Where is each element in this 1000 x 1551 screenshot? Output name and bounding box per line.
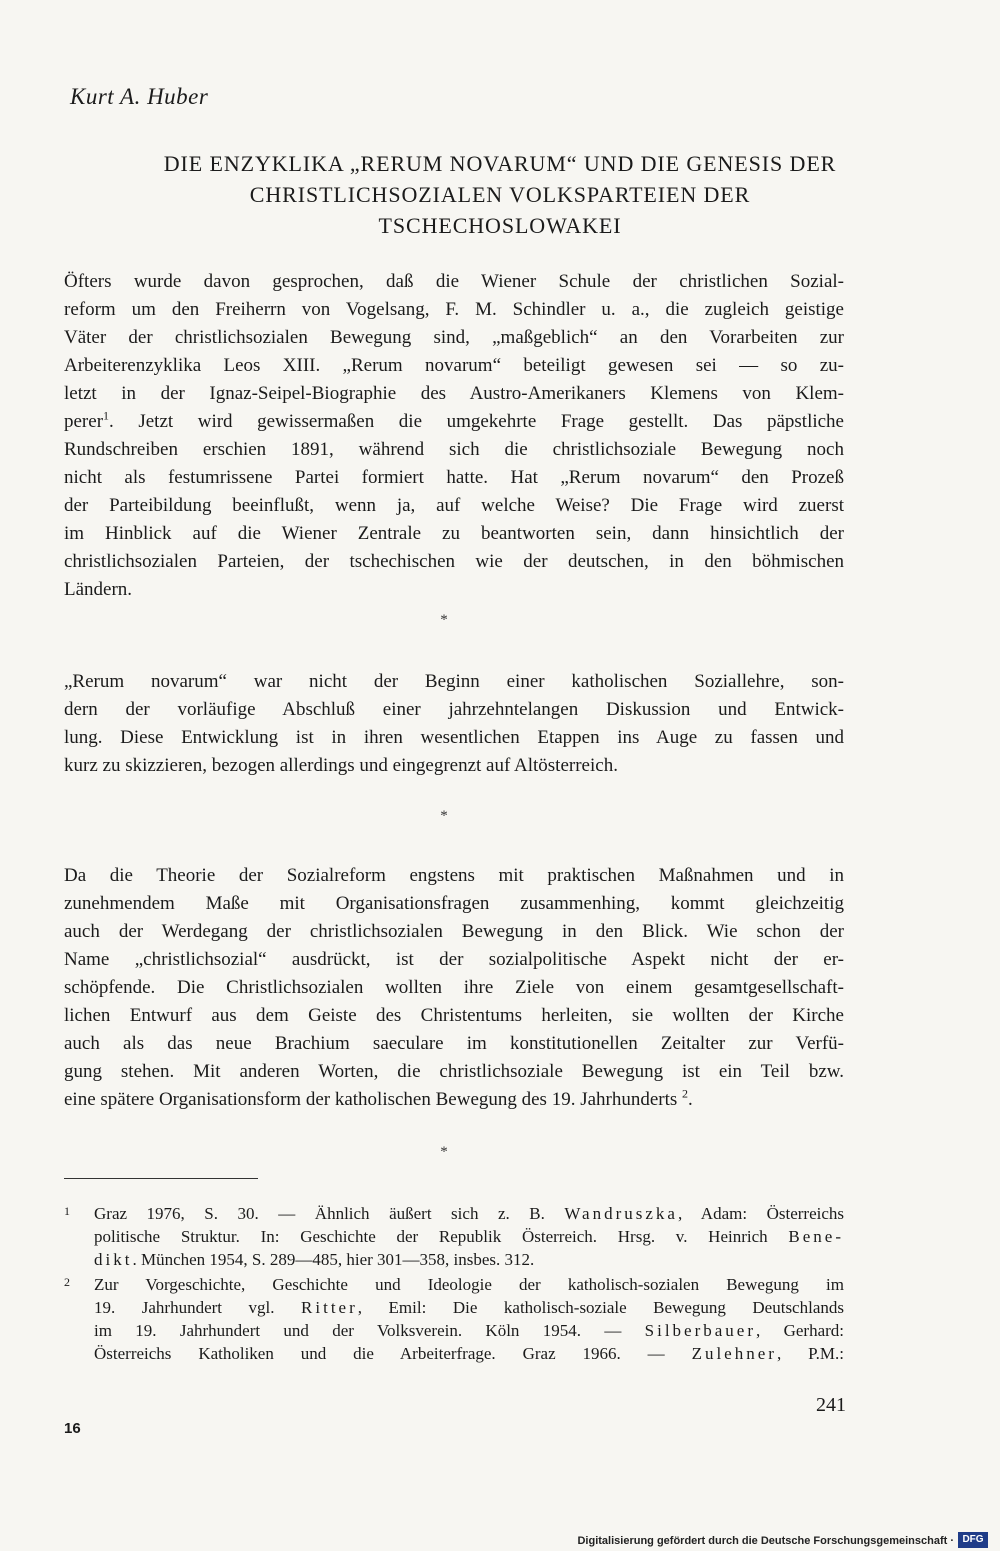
- cited-author: Zulehner: [691, 1344, 777, 1363]
- cited-author: Wandruszka: [564, 1204, 678, 1223]
- title-line: DIE ENZYKLIKA „RERUM NOVARUM“ UND DIE GENESIS DER: [163, 151, 837, 176]
- paragraph-intro: [64, 268, 844, 604]
- footnote-line: [64, 1271, 844, 1296]
- text-line: auch der Werdegang der christlichsozialen Bewegung in den Blick. Wie schon der: [64, 921, 844, 942]
- footnote-text: , P.M.:: [776, 1344, 844, 1363]
- dfg-logo: DFG: [958, 1532, 988, 1548]
- title-line: CHRISTLICHSOZIALEN VOLKSPARTEIEN DER: [249, 182, 751, 207]
- page-number: 241: [816, 1394, 846, 1416]
- text-line: Öfters wurde davon gesprochen, daß die Wiener Schule der christlichen Sozial-: [64, 271, 844, 292]
- article-title: [30, 148, 970, 241]
- text-line: Rundschreiben erschien 1891, während sich die christlichsoziale Bewegung noch: [64, 439, 844, 460]
- footnote-ref[interactable]: 1: [103, 408, 110, 423]
- paragraph-sozialreform: [64, 862, 844, 1114]
- footnote-line: [64, 1248, 844, 1271]
- footnote-rule: [64, 1178, 258, 1179]
- footnote-text: , Emil: Die katholisch-soziale Bewegung Deutschlands: [357, 1298, 844, 1317]
- text-line: letzt in der Ignaz-Seipel-Biographie des Austro-Amerikaners Klemens von Klem-: [64, 383, 844, 404]
- footnote-ref[interactable]: 2: [682, 1086, 689, 1101]
- text-line: Name „christlichsozial“ ausdrückt, ist der sozialpolitische Aspekt nicht der er-: [64, 949, 844, 970]
- section-separator: *: [440, 1144, 448, 1160]
- title-line: TSCHECHOSLOWAKEI: [378, 213, 622, 238]
- footnote-mark: 1: [64, 1204, 70, 1218]
- section-separator: *: [440, 612, 448, 628]
- paragraph-rerum-novarum: [64, 668, 844, 780]
- text-line: auch als das neue Brachium saeculare im konstitutionellen Zeitalter zur Verfü-: [64, 1033, 844, 1054]
- footnote-line: [64, 1225, 844, 1248]
- text-line: Väter der christlichsozialen Bewegung sind, „maßgeblich“ an den Vorarbeiten zur: [64, 327, 844, 348]
- footnote-text: politische Struktur. In: Geschichte der Republik Österreich. Hrsg. v. Heinrich: [94, 1227, 789, 1246]
- digitization-credit: Digitalisierung gefördert durch die Deutsche Forschungsgemeinschaft ·: [577, 1535, 954, 1547]
- footnote-line: [64, 1200, 844, 1225]
- text-fragment: perer: [64, 411, 104, 432]
- text-line: im Hinblick auf die Wiener Zentrale zu beantworten sein, dann hinsichtlich der: [64, 523, 844, 544]
- footnote-text: . München 1954, S. 289—485, hier 301—358, insbes. 312.: [132, 1250, 535, 1269]
- text-line: gung stehen. Mit anderen Worten, die christlichsoziale Bewegung ist ein Teil bzw.: [64, 1061, 844, 1082]
- footnote-text: , Adam: Österreichs: [677, 1204, 845, 1223]
- text-line: dern der vorläufige Abschluß einer jahrzehntelangen Diskussion und Entwick-: [64, 699, 844, 720]
- sheet-signature: 16: [64, 1420, 81, 1437]
- text-line: [64, 408, 844, 436]
- text-fragment: eine spätere Organisationsform der katholischen Bewegung des 19. Jahrhunderts: [64, 1089, 678, 1110]
- footnote-text: Zur Vorgeschichte, Geschichte und Ideologie der katholisch-sozialen Bewegung im: [94, 1275, 844, 1294]
- text-line: lichen Entwurf aus dem Geiste des Christentums herleiten, sie wollten der Kirche: [64, 1005, 844, 1026]
- text-line: der Parteibildung beeinflußt, wenn ja, auf welche Weise? Die Frage wird zuerst: [64, 495, 844, 516]
- footnote-mark: 2: [64, 1275, 70, 1289]
- text-fragment: . Jetzt wird gewissermaßen die umgekehrte Frage gestellt. Das päpstliche: [109, 411, 844, 432]
- footnote-line: [64, 1342, 844, 1365]
- footnote-text: , Gerhard:: [756, 1321, 845, 1340]
- section-separator: *: [440, 808, 448, 824]
- footnote-line: [64, 1319, 844, 1342]
- author-name: Kurt A. Huber: [70, 84, 209, 109]
- text-line: zunehmendem Maße mit Organisationsfragen zusammenhing, kommt gleichzeitig: [64, 893, 844, 914]
- text-line: schöpfende. Die Christlichsozialen wollten ihre Ziele von einem gesamtgesellschaft-: [64, 977, 844, 998]
- text-line: nicht als festumrissene Partei formiert hatte. Hat „Rerum novarum“ den Prozeß: [64, 467, 844, 488]
- footnote-text: 19. Jahrhundert vgl.: [94, 1298, 302, 1317]
- text-line: christlichsozialen Parteien, der tschechischen wie der deutschen, in den böhmischen: [64, 551, 844, 572]
- text-line: Ländern.: [64, 579, 133, 600]
- text-line: kurz zu skizzieren, bezogen allerdings und eingegrenzt auf Altösterreich.: [64, 755, 618, 776]
- footnote-text: Österreichs Katholiken und die Arbeiterfrage. Graz 1966. —: [94, 1344, 692, 1363]
- text-line: „Rerum novarum“ war nicht der Beginn einer katholischen Soziallehre, son-: [64, 671, 844, 692]
- cited-author: Bene-: [788, 1227, 844, 1246]
- cited-author: dikt: [94, 1250, 133, 1269]
- footnote-text: im 19. Jahrhundert und der Volksverein. Köln 1954. —: [94, 1321, 645, 1340]
- cited-author: Ritter: [301, 1298, 358, 1317]
- text-line: Arbeiterenzyklika Leos XIII. „Rerum novarum“ beteiligt gewesen sei — so zu-: [64, 355, 844, 376]
- text-line: reform um den Freiherrn von Vogelsang, F. M. Schindler u. a., die zugleich geistige: [64, 299, 844, 320]
- text-line: eine spätere Organisationsform der katholischen Bewegung des 19. Jahrhunderts $^2$.: [64, 1086, 693, 1110]
- text-line: Da die Theorie der Sozialreform engstens mit praktischen Maßnahmen und in: [64, 865, 844, 886]
- footnote-text: Graz 1976, S. 30. — Ähnlich äußert sich z. B.: [94, 1204, 565, 1223]
- text-line: lung. Diese Entwicklung ist in ihren wesentlichen Etappen ins Auge zu fassen und: [64, 727, 844, 748]
- footnote-line: [64, 1296, 844, 1319]
- footnotes: [64, 1200, 844, 1365]
- cited-author: Silberbauer: [644, 1321, 757, 1340]
